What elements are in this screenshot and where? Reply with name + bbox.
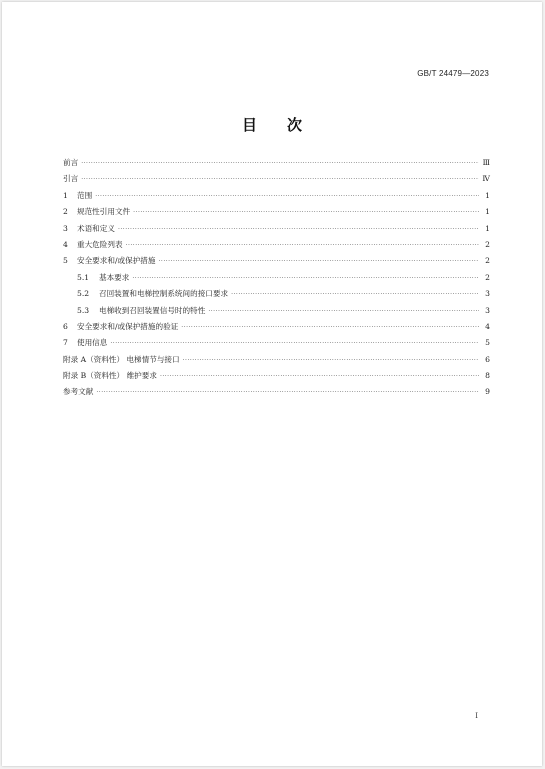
dot-leader: [133, 209, 479, 216]
dot-leader: [208, 308, 479, 315]
toc-entry[interactable]: [63, 239, 490, 255]
dot-leader: [132, 275, 479, 282]
toc-entry-page: 8: [485, 371, 490, 381]
toc-entry[interactable]: [63, 305, 490, 321]
toc-entry-label: 前言: [63, 158, 79, 167]
document-page: [2, 2, 542, 766]
dot-leader: [159, 258, 480, 265]
toc-entry[interactable]: [63, 288, 490, 304]
toc-entry[interactable]: [63, 157, 490, 173]
toc-entry-label: 安全要求和/或保护措施的验证: [77, 321, 179, 331]
toc-entry-label: 参考文献: [63, 387, 94, 397]
toc-entry-page: 4: [485, 321, 490, 331]
toc-entry-page: 2: [485, 256, 490, 266]
toc-entry-label: 召回装置和电梯控制系统间的接口要求: [99, 289, 229, 299]
toc-entry-page: 5: [485, 338, 490, 348]
toc-entry-number: 4: [63, 239, 68, 249]
toc-entry[interactable]: [63, 223, 490, 239]
standard-code: GB/T 24479—2023: [417, 69, 489, 78]
dot-leader: [181, 324, 479, 331]
toc-entry[interactable]: [63, 206, 490, 222]
toc-entry-page: 9: [485, 387, 490, 397]
toc-entry-number: 3: [63, 223, 68, 233]
toc-entry-label: 附录 B（资料性） 维护要求: [63, 371, 157, 381]
toc-entry-page: 2: [485, 239, 490, 249]
page-number: I: [475, 712, 478, 720]
dot-leader: [96, 389, 479, 396]
dot-leader: [231, 291, 479, 298]
toc-entry-label: 引言: [63, 174, 79, 184]
toc-entry-page: 1: [485, 190, 490, 200]
dot-leader: [95, 193, 479, 200]
toc-entry-page: 1: [485, 207, 490, 217]
toc-title-char-2: 次: [287, 116, 303, 134]
toc-entry-number: 5.3: [77, 305, 90, 315]
toc-entry[interactable]: [63, 337, 490, 353]
table-of-contents: [63, 157, 490, 403]
toc-entry[interactable]: [63, 354, 490, 370]
toc-entry-number: 6: [63, 321, 68, 331]
dot-leader: [183, 357, 479, 364]
dot-leader: [126, 242, 479, 249]
toc-entry-label: 重大危险列表: [77, 239, 123, 249]
toc-entry-page: 3: [485, 305, 490, 315]
toc-entry[interactable]: [63, 173, 490, 189]
toc-entry-page: 1: [485, 223, 490, 233]
toc-entry-number: 5.1: [77, 272, 90, 282]
toc-entry-label: 范围: [77, 190, 93, 200]
toc-entry[interactable]: [63, 272, 490, 288]
toc-entry-label: 使用信息: [77, 338, 108, 348]
dot-leader: [110, 340, 479, 347]
toc-entry[interactable]: [63, 190, 490, 206]
toc-entry-label: 基本要求: [99, 272, 130, 282]
toc-entry-page: 6: [485, 354, 490, 364]
toc-entry-label: 电梯收到召回装置信号时的特性: [99, 305, 206, 315]
toc-entry-number: 5: [63, 256, 68, 266]
toc-title: [2, 114, 542, 135]
dot-leader: [81, 160, 479, 167]
toc-entry-page: 2: [485, 272, 490, 282]
toc-entry-page: Ⅲ: [482, 158, 490, 167]
dot-leader: [118, 226, 479, 233]
toc-entry-number: 5.2: [77, 289, 90, 299]
toc-entry[interactable]: [63, 370, 490, 386]
toc-entry-page: 3: [485, 289, 490, 299]
toc-entry-label: 安全要求和/或保护措施: [77, 256, 156, 266]
toc-entry[interactable]: [63, 255, 490, 271]
toc-entry-number: 1: [63, 190, 68, 200]
toc-entry-number: 2: [63, 207, 68, 217]
toc-entry-label: 规范性引用文件: [77, 207, 131, 217]
toc-title-char-1: 目: [241, 116, 257, 134]
toc-entry-page: Ⅳ: [482, 174, 490, 184]
toc-entry[interactable]: [63, 321, 490, 337]
dot-leader: [160, 373, 479, 380]
toc-entry-label: 附录 A（资料性） 电梯情节与接口: [63, 354, 180, 364]
toc-entry-number: 7: [63, 338, 68, 348]
dot-leader: [81, 176, 479, 183]
toc-entry[interactable]: [63, 386, 490, 402]
toc-entry-label: 术语和定义: [77, 223, 115, 233]
